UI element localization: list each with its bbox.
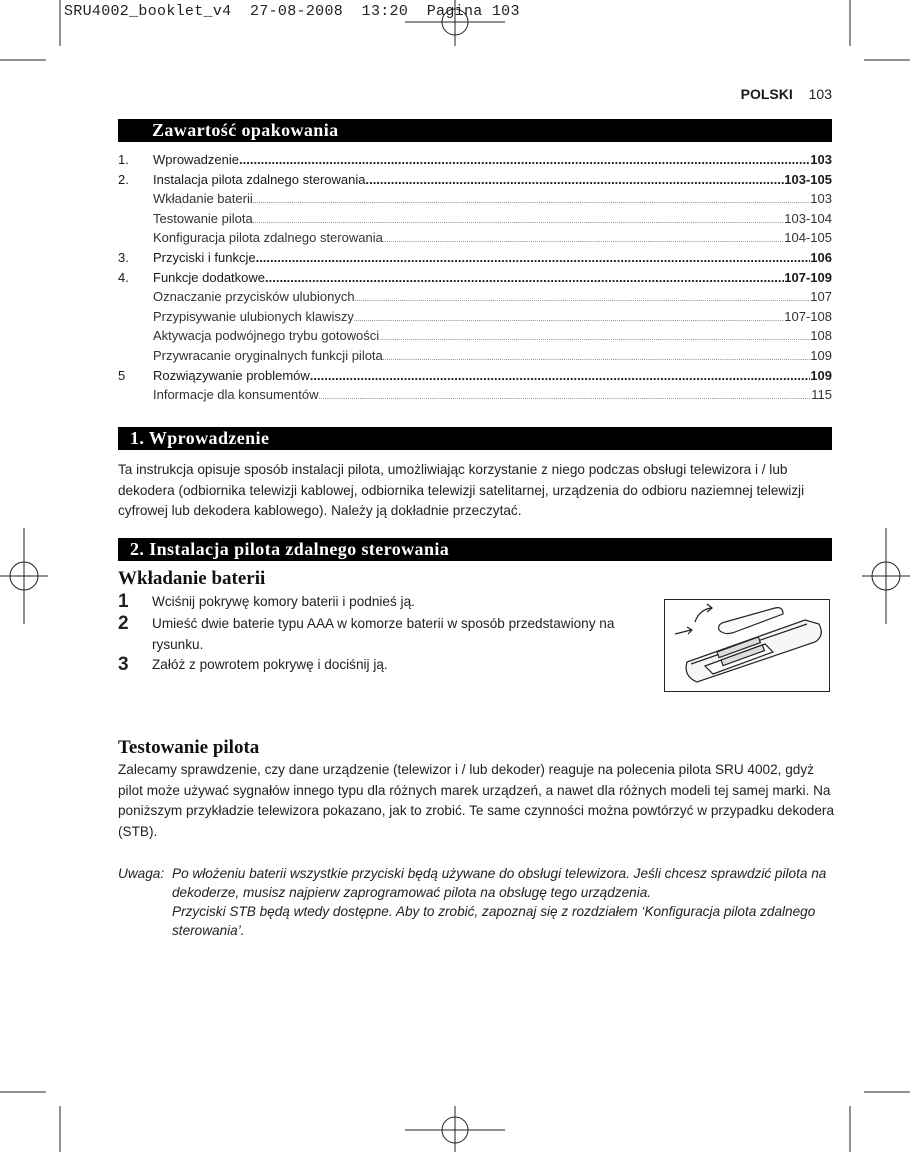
battery-illustration xyxy=(664,599,830,692)
toc-leader-dots xyxy=(253,198,811,205)
toc-entry-page: 103 xyxy=(810,191,832,207)
toc-leader-dots xyxy=(256,250,811,265)
toc-leader-dots xyxy=(253,218,785,225)
step-2 xyxy=(118,614,658,655)
toc-entry-text: Przywracanie oryginalnych funkcji pilota xyxy=(153,347,383,363)
toc-entry-page: 107-109 xyxy=(784,269,832,285)
toc-entry-text: Wkładanie baterii xyxy=(153,191,253,207)
toc-entry-number: 3. xyxy=(118,249,129,265)
step-number: 1 xyxy=(118,591,129,612)
page-number: 103 xyxy=(808,86,832,102)
toc-entry xyxy=(118,230,832,250)
toc-entry-text: Oznaczanie przycisków ulubionych xyxy=(153,289,355,305)
toc-entry-number: 2. xyxy=(118,171,129,187)
toc-entry xyxy=(118,348,832,368)
toc-entry xyxy=(118,250,832,270)
toc-leader-dots xyxy=(318,394,811,401)
testing-heading: Testowanie pilota xyxy=(118,737,260,758)
step-number: 3 xyxy=(118,654,129,675)
note-block xyxy=(118,864,832,940)
note-label: Uwaga: xyxy=(118,866,165,881)
toc-entry-text: Aktywacja podwójnego trybu gotowości xyxy=(153,328,380,344)
toc-entry-page: 107-108 xyxy=(784,308,832,324)
toc-entry xyxy=(118,211,832,231)
toc-entry-page: 109 xyxy=(810,367,832,383)
step-text: Wciśnij pokrywę komory baterii i podnieś ją. xyxy=(152,594,415,609)
toc-entry-text: Informacje dla konsumentów xyxy=(153,387,319,403)
step-text: Załóż z powrotem pokrywę i dociśnij ją. xyxy=(152,657,388,672)
toc-title: Zawartość opakowania xyxy=(152,120,339,140)
note-content xyxy=(172,864,832,940)
toc-entry-number: 4. xyxy=(118,269,129,285)
toc-entry xyxy=(118,387,832,407)
toc-entry-number: 5 xyxy=(118,367,126,383)
toc-entry-text: Przypisywanie ulubionych klawiszy xyxy=(153,308,354,324)
toc-entry-number: 1. xyxy=(118,152,129,167)
toc-entry-page: 107 xyxy=(810,289,832,305)
note-line-1: Po włożeniu baterii wszystkie przyciski będą używane do obsługi telewizora. Jeśli chcesz sprawdzić pilota na dekoderze, musisz najpierw zaprogramować pilota na obsługę tego urządzenia. xyxy=(172,866,827,900)
step-text: Umieść dwie baterie typu AAA w komorze baterii w sposób przedstawiony na rysunku. xyxy=(152,616,615,652)
toc-entry-page: 108 xyxy=(810,328,832,344)
batteries-heading: Wkładanie baterii xyxy=(118,568,266,589)
toc-entry-text: Testowanie pilota xyxy=(153,210,253,226)
toc-entry-page: 103 xyxy=(810,152,832,167)
toc-entry xyxy=(118,172,832,192)
step-number: 2 xyxy=(118,613,129,634)
toc-entry-page: 109 xyxy=(810,347,832,363)
toc-entry-text: Konfiguracja pilota zdalnego sterowania xyxy=(153,230,383,246)
toc-entry xyxy=(118,289,832,309)
toc-leader-dots xyxy=(365,172,784,187)
toc-leader-dots xyxy=(239,152,810,167)
section-1-title: 1. Wprowadzenie xyxy=(130,428,270,448)
toc-leader-dots xyxy=(383,355,811,362)
toc-title-bar xyxy=(118,119,832,142)
table-of-contents xyxy=(118,152,832,407)
toc-leader-dots xyxy=(379,335,810,342)
section-1-body: Ta instrukcja opisuje sposób instalacji pilota, umożliwiając korzystanie z niego podczas obsługi telewizora i / lub dekodera (odbiornika telewizji kablowej, odbiornika telewizji satelitarnej, urządzenia do odbioru naziemnej telewizji cyfrowej lub dekodera kablowego). Należy ją dokładnie przeczytać. xyxy=(118,462,805,518)
section-2-bar xyxy=(118,538,832,561)
language-label: POLSKI xyxy=(740,86,793,102)
toc-entry-text: Rozwiązywanie problemów xyxy=(153,367,310,383)
note-line-2: Przyciski STB będą wtedy dostępne. Aby to zrobić, zapoznaj się z rozdziałem ‘Konfiguracja pilota zdalnego sterowania’. xyxy=(172,904,816,938)
toc-entry xyxy=(118,309,832,329)
toc-entry-page: 115 xyxy=(811,387,832,403)
print-slug: SRU4002_booklet_v4 27-08-2008 13:20 Pagina 103 xyxy=(64,3,520,20)
toc-leader-dots xyxy=(354,316,784,323)
toc-entry xyxy=(118,368,832,388)
section-1-bar xyxy=(118,427,832,450)
testing-body: Zalecamy sprawdzenie, czy dane urządzenie (telewizor i / lub dekoder) reaguje na polecenia pilota SRU 4002, gdyż pilot może używać sygnałów innego typu dla różnych marek urządzeń, a nawet dla różnych modeli tej samej marki. Na poniższym przykładzie telewizora pokazano, jak to zrobić. Te same czynności można powtórzyć w przypadku dekodera (STB). xyxy=(118,762,835,839)
toc-entry-page: 103-104 xyxy=(784,210,832,226)
step-3 xyxy=(118,655,658,676)
toc-entry xyxy=(118,152,832,172)
toc-entry-page: 103-105 xyxy=(784,171,832,187)
toc-entry xyxy=(118,191,832,211)
toc-entry-text: Przyciski i funkcje xyxy=(153,249,256,265)
toc-entry-text: Wprowadzenie xyxy=(153,152,239,167)
step-1 xyxy=(118,592,658,613)
toc-entry-text: Instalacja pilota zdalnego sterowania xyxy=(153,171,366,187)
toc-entry xyxy=(118,328,832,348)
toc-entry xyxy=(118,270,832,290)
toc-leader-dots xyxy=(355,296,811,303)
toc-leader-dots xyxy=(310,368,811,383)
page-header xyxy=(741,86,832,102)
section-2-title: 2. Instalacja pilota zdalnego sterowania xyxy=(130,539,450,559)
toc-leader-dots xyxy=(383,237,784,244)
toc-entry-page: 104-105 xyxy=(784,230,832,246)
toc-entry-text: Funkcje dodatkowe xyxy=(153,269,266,285)
toc-leader-dots xyxy=(265,270,784,285)
remote-battery-drawing xyxy=(665,600,829,691)
toc-entry-page: 106 xyxy=(810,249,832,265)
